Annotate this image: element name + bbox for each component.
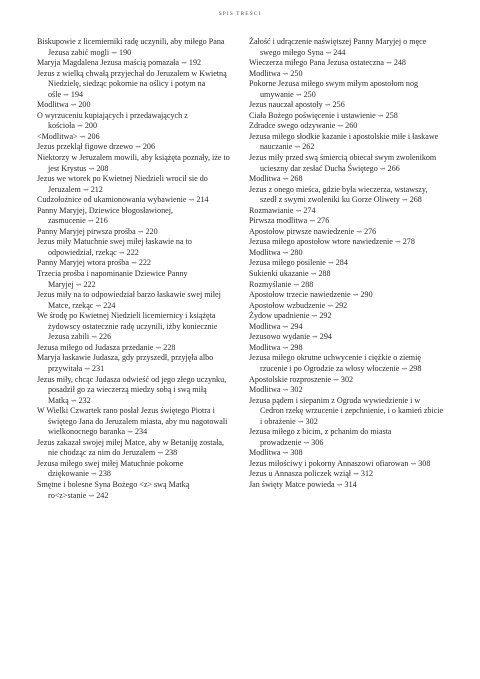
toc-entry-page: 276 bbox=[364, 226, 377, 236]
toc-entry bbox=[37, 269, 233, 290]
toc-entry bbox=[249, 311, 445, 322]
leader-arrow-icon: ⇝ bbox=[333, 375, 339, 384]
leader-arrow-icon: ⇝ bbox=[282, 386, 289, 395]
leader-arrow-icon: ⇝ bbox=[87, 217, 94, 226]
toc-entry-page: 290 bbox=[360, 290, 373, 300]
toc-entry-page: 302 bbox=[290, 385, 303, 395]
toc-entry-title: Ciała Bożego poświęcenie i ustawienie bbox=[249, 110, 376, 120]
toc-entry-page: 288 bbox=[301, 279, 314, 289]
toc-entry-title: Maryja Magdalena Jezusa maścią pomazała bbox=[37, 58, 180, 68]
toc-entry bbox=[37, 206, 233, 227]
leader-arrow-icon: ⇝ bbox=[293, 280, 300, 289]
toc-entry-title: <Modlitwa> bbox=[37, 131, 78, 141]
leader-arrow-icon: ⇝ bbox=[401, 196, 408, 205]
toc-entry bbox=[249, 480, 445, 491]
toc-entry bbox=[37, 227, 233, 238]
toc-entry bbox=[37, 58, 233, 69]
leader-arrow-icon: ⇝ bbox=[311, 312, 318, 321]
toc-entry-page: 288 bbox=[318, 269, 331, 279]
toc-entry bbox=[249, 343, 445, 354]
leader-arrow-icon: ⇝ bbox=[385, 59, 392, 68]
toc-entry-title: Biskupowie z licemiernikí radę uczynili, aby miłego Pana Jezusa zabić mogli bbox=[37, 37, 225, 57]
leader-arrow-icon: ⇝ bbox=[327, 259, 334, 268]
toc-entry-title: Jezusa miłego słodkie kazanie i apostolskie miłe i łaskawe nauczanie bbox=[249, 131, 439, 152]
toc-entry bbox=[37, 438, 233, 459]
toc-entry-page: 256 bbox=[332, 100, 345, 110]
toc-entry bbox=[249, 100, 445, 111]
leader-arrow-icon: ⇝ bbox=[336, 480, 343, 489]
toc-entry-title: Modlitwa bbox=[249, 321, 281, 331]
toc-entry-title: Panny Maryjej, Dziewice błogosławionej, zasmucenie bbox=[37, 205, 173, 226]
toc-entry-title: Jezusa miłego okrutne uchwycenie i ciężkie o ziemię rzucenie i po Ogrodzie za włosy włoczenie bbox=[249, 353, 421, 373]
toc-entry-title: Zdradce swego odzywanie bbox=[249, 121, 336, 131]
toc-entry-title: Apostołow wzbudzenie bbox=[249, 300, 326, 310]
toc-entry bbox=[37, 343, 233, 354]
toc-entry bbox=[249, 132, 445, 153]
toc-entry bbox=[37, 375, 233, 407]
toc-entry bbox=[249, 216, 445, 227]
toc-entry-page: 284 bbox=[335, 258, 348, 268]
toc-entry bbox=[249, 69, 445, 80]
toc-entry bbox=[249, 185, 445, 206]
toc-entry-title: Jezus nauczał apostoły bbox=[249, 100, 323, 110]
toc-entry-page: 222 bbox=[126, 247, 139, 257]
toc-entry bbox=[249, 322, 445, 333]
leader-arrow-icon: ⇝ bbox=[394, 238, 401, 247]
toc-entry-page: 238 bbox=[98, 469, 111, 479]
leader-arrow-icon: ⇝ bbox=[181, 59, 187, 68]
toc-entry bbox=[37, 459, 233, 480]
toc-entry-page: 312 bbox=[360, 469, 374, 479]
toc-entry-title: Apostolskie rozproszenie bbox=[249, 374, 332, 384]
toc-entry bbox=[249, 258, 445, 269]
toc-entry bbox=[249, 375, 445, 386]
leader-arrow-icon: ⇝ bbox=[310, 270, 317, 279]
toc-entry bbox=[249, 301, 445, 312]
toc-entry-title: Jezus przeklął figowe drzewo bbox=[37, 142, 133, 152]
leader-arrow-icon: ⇝ bbox=[134, 143, 141, 152]
toc-entry bbox=[249, 248, 445, 259]
toc-entry-page: 298 bbox=[290, 342, 303, 352]
toc-entry-title: Jezus z onego mieśca, gdzie była wieczerza, wstawszy, szedł z swymi zwoleniki ku Gorze Oliwety bbox=[249, 184, 428, 205]
toc-entry-page: 294 bbox=[319, 332, 332, 342]
toc-entry-title: Modlitwa bbox=[249, 342, 281, 352]
toc-entry-page: 190 bbox=[119, 47, 132, 57]
toc-entry bbox=[249, 206, 445, 217]
leader-arrow-icon: ⇝ bbox=[282, 248, 289, 257]
toc-entry-page: 242 bbox=[96, 490, 109, 500]
toc-entry bbox=[37, 153, 233, 174]
leader-arrow-icon: ⇝ bbox=[311, 333, 318, 342]
leader-arrow-icon: ⇝ bbox=[379, 164, 386, 173]
toc-entry bbox=[37, 290, 233, 311]
toc-entry-title: O wyrzuceniu kupiających i przedawających z kościoła bbox=[37, 110, 188, 131]
toc-entry-page: 306 bbox=[311, 437, 324, 447]
toc-entry-title: We środę po Kwietnej Niedzieli licemiernicy i książęta żydowscy ostatecznie radę uczynili, iżby koniecznie Jezusa zabili bbox=[37, 311, 218, 342]
toc-entry bbox=[249, 58, 445, 69]
toc-entry-page: 224 bbox=[103, 300, 116, 310]
toc-entry-title: Jezusa miłego apostołow wtore nawiedzenie bbox=[249, 237, 393, 247]
toc-entry-page: 238 bbox=[165, 448, 178, 458]
toc-entry bbox=[249, 269, 445, 280]
leader-arrow-icon: ⇝ bbox=[130, 259, 137, 268]
toc-entry-title: W Wielki Czwartek rano posłał Jezus świętego Piotra i świętego Jana do Jeruzalem miasta, aby mu nagotowali wielkonocnego baranka bbox=[37, 406, 228, 437]
toc-entry-title: Panny Maryjej pirwsza prośba bbox=[37, 226, 136, 236]
toc-entry-page: 212 bbox=[90, 184, 103, 194]
toc-entry bbox=[37, 480, 233, 501]
toc-entry-page: 302 bbox=[305, 416, 318, 426]
toc-entry-title: Jezus we wtorek po Kwietnej Niedzieli wrocił sie do Jeruzalem bbox=[37, 174, 208, 194]
toc-entry-title: Jezusa miłego swej miłej Matuchnie pokorne dziękowanie bbox=[37, 458, 184, 479]
toc-entry-page: 308 bbox=[418, 458, 431, 468]
toc-entry bbox=[37, 111, 233, 132]
toc-entry-title: Apostołow trzecie nawiedzenie bbox=[249, 290, 351, 300]
toc-entry-page: 276 bbox=[317, 216, 330, 226]
toc-entry-page: 314 bbox=[344, 479, 357, 489]
leader-arrow-icon: ⇝ bbox=[337, 122, 344, 131]
toc-entry-title: Wieczerza miłego Pana Jezusa ostateczna bbox=[249, 58, 384, 68]
toc-entry-title: Pokorne Jezusa miłego swym miłym apostołom nog umywanie bbox=[249, 79, 419, 99]
toc-entry-page: 234 bbox=[134, 427, 148, 437]
toc-entry bbox=[249, 153, 445, 174]
leader-arrow-icon: ⇝ bbox=[188, 196, 195, 205]
toc-entry bbox=[37, 69, 233, 101]
leader-arrow-icon: ⇝ bbox=[84, 364, 91, 373]
toc-entry bbox=[249, 459, 445, 470]
leader-arrow-icon: ⇝ bbox=[70, 101, 77, 110]
toc-entry-title: Apostołow pirwsze nawiedzenie bbox=[249, 226, 355, 236]
toc-entry bbox=[37, 37, 233, 58]
toc-entry-page: 274 bbox=[303, 205, 316, 215]
toc-entry bbox=[249, 227, 445, 238]
toc-entry-page: 232 bbox=[78, 395, 91, 405]
leader-arrow-icon: ⇝ bbox=[118, 248, 125, 257]
leader-arrow-icon: ⇝ bbox=[75, 280, 82, 289]
toc-entry-title: Żałość i udrączenie naświętszej Panny Maryjej o męce swego miłego Syna bbox=[249, 37, 427, 57]
toc-entry-title: Smętne i bolesne Syna Bożego <z> swą Matką ro<z>stanie bbox=[37, 479, 190, 500]
leader-arrow-icon: ⇝ bbox=[282, 343, 289, 352]
toc-entry-title: Jezus miły na to odpowiedział barzo łaskawie swej miłej Matce, rzekąc bbox=[37, 290, 221, 310]
toc-entry-page: 268 bbox=[409, 195, 422, 205]
toc-entry-title: Jezus miły, chcąc Judasza odwieść od jego złego uczynku, posadził go za wieczerzą miedzy sobą i swą miłą Matką bbox=[37, 374, 227, 405]
toc-entry-page: 222 bbox=[138, 258, 151, 268]
leader-arrow-icon: ⇝ bbox=[82, 185, 89, 194]
toc-entry-page: 248 bbox=[393, 58, 406, 68]
toc-entry bbox=[37, 132, 233, 143]
toc-entry-title: Jan święty Matce powieda bbox=[249, 479, 335, 489]
toc-entry-title: Żydow upadnienie bbox=[249, 311, 310, 321]
toc-column-right bbox=[249, 37, 445, 491]
leader-arrow-icon: ⇝ bbox=[95, 301, 102, 310]
leader-arrow-icon: ⇝ bbox=[295, 206, 302, 215]
toc-entry-title: Modlitwa bbox=[249, 68, 281, 78]
toc-entry bbox=[249, 37, 445, 58]
toc-entry-page: 200 bbox=[84, 121, 97, 131]
toc-entry-title: Panny Maryjej wtora prośba bbox=[37, 258, 129, 268]
toc-entry-title: Rozmyślanie bbox=[249, 279, 292, 289]
toc-entry-page: 216 bbox=[95, 216, 108, 226]
toc-entry-page: 214 bbox=[196, 195, 209, 205]
toc-entry-title: Jezusa miłego od Judasza przedanie bbox=[37, 342, 154, 352]
leader-arrow-icon: ⇝ bbox=[282, 322, 289, 331]
toc-entry bbox=[37, 353, 233, 374]
toc-entry-page: 280 bbox=[290, 247, 303, 257]
toc-entry-page: 292 bbox=[335, 300, 348, 310]
toc-entry bbox=[249, 290, 445, 301]
toc-entry-title: Rozmawianie bbox=[249, 205, 294, 215]
toc-entry-page: 192 bbox=[188, 58, 202, 68]
leader-arrow-icon: ⇝ bbox=[303, 438, 310, 447]
toc-entry-page: 250 bbox=[303, 89, 316, 99]
leader-arrow-icon: ⇝ bbox=[401, 364, 408, 373]
leader-arrow-icon: ⇝ bbox=[356, 227, 363, 236]
toc-entry-page: 262 bbox=[302, 142, 315, 152]
toc-entry-title: Jezus miły przed swą śmiercią obiecał swym zwolenikom ucieszny dar zesłać Ducha Świętego bbox=[249, 153, 437, 173]
toc-entry bbox=[249, 280, 445, 291]
toc-entry bbox=[249, 237, 445, 248]
leader-arrow-icon: ⇝ bbox=[91, 333, 97, 342]
toc-entry-page: 308 bbox=[290, 448, 303, 458]
leader-arrow-icon: ⇝ bbox=[324, 101, 331, 110]
toc-entry-page: 302 bbox=[340, 374, 354, 384]
toc-entry-page: 200 bbox=[78, 100, 91, 110]
leader-arrow-icon: ⇝ bbox=[63, 90, 69, 99]
toc-entry bbox=[249, 385, 445, 396]
toc-entry bbox=[249, 121, 445, 132]
toc-entry-title: Jezusowo wydanie bbox=[249, 332, 310, 342]
toc-entry-title: Jezus u Annasza policzek wziął bbox=[249, 469, 352, 479]
toc-entry bbox=[37, 237, 233, 258]
toc-entry bbox=[249, 448, 445, 459]
toc-entry bbox=[249, 396, 445, 428]
toc-entry bbox=[249, 332, 445, 343]
toc-entry bbox=[37, 142, 233, 153]
leader-arrow-icon: ⇝ bbox=[79, 132, 86, 141]
toc-entry-page: 222 bbox=[83, 279, 96, 289]
toc-entry bbox=[37, 258, 233, 269]
toc-entry-page: 266 bbox=[387, 163, 400, 173]
toc-entry-page: 231 bbox=[92, 363, 105, 373]
toc-entry-title: Jezus miłościwy i pokorny Annaszowi ofiarowan bbox=[249, 458, 409, 468]
leader-arrow-icon: ⇝ bbox=[111, 48, 118, 57]
leader-arrow-icon: ⇝ bbox=[155, 343, 162, 352]
toc-entry-title: Cudzołożnice od ukamionowania wybawienie bbox=[37, 195, 187, 205]
leader-arrow-icon: ⇝ bbox=[88, 491, 95, 500]
running-header: SPIS TREŚCI bbox=[218, 11, 262, 17]
toc-entry-title: Jezusa miłego z bicim, z pchanim do miasta prowadzenie bbox=[249, 427, 392, 447]
leader-arrow-icon: ⇝ bbox=[282, 69, 289, 78]
toc-entry-title: Jezus zakazał swojej miłej Matce, aby w Betaniję została, nie chodząc za nim do Jeruzalem bbox=[37, 437, 224, 458]
toc-entry-title: Modlitwa bbox=[249, 174, 281, 184]
toc-entry-page: 228 bbox=[163, 342, 176, 352]
leader-arrow-icon: ⇝ bbox=[76, 122, 83, 131]
leader-arrow-icon: ⇝ bbox=[297, 417, 304, 426]
leader-arrow-icon: ⇝ bbox=[127, 428, 133, 437]
toc-entry bbox=[249, 469, 445, 480]
toc-entry bbox=[37, 100, 233, 111]
toc-entry-page: 206 bbox=[87, 131, 100, 141]
leader-arrow-icon: ⇝ bbox=[377, 111, 384, 120]
leader-arrow-icon: ⇝ bbox=[295, 90, 302, 99]
leader-arrow-icon: ⇝ bbox=[282, 449, 289, 458]
toc-entry-title: Trzecia prośba i napominanie Dziewice Panny Maryjej bbox=[37, 269, 188, 289]
toc-entry-title: Niektorzy w Jeruzalem mowili, aby książęta poznały, iże to jest Krystus bbox=[37, 153, 230, 173]
toc-entry-page: 268 bbox=[290, 174, 303, 184]
toc-entry-title: Jezus z wielką chwałą przyjechał do Jeruzalem w Kwietną Niedzielę, siedząc pokornie na oślicy i potym na ośle bbox=[37, 68, 227, 99]
toc-entry-page: 278 bbox=[402, 237, 415, 247]
leader-arrow-icon: ⇝ bbox=[327, 301, 334, 310]
toc-entry bbox=[37, 406, 233, 438]
leader-arrow-icon: ⇝ bbox=[70, 396, 77, 405]
toc-entry-page: 260 bbox=[345, 121, 358, 131]
toc-entry-page: 250 bbox=[290, 68, 303, 78]
toc-entry bbox=[37, 195, 233, 206]
leader-arrow-icon: ⇝ bbox=[282, 175, 289, 184]
toc-entry bbox=[37, 174, 233, 195]
toc-entry-title: Modlitwa bbox=[37, 100, 69, 110]
toc-entry-page: 298 bbox=[409, 363, 422, 373]
leader-arrow-icon: ⇝ bbox=[88, 164, 95, 173]
toc-entry bbox=[249, 79, 445, 100]
toc-column-left bbox=[37, 37, 233, 501]
toc-entry-page: 258 bbox=[385, 110, 398, 120]
leader-arrow-icon: ⇝ bbox=[90, 470, 97, 479]
leader-arrow-icon: ⇝ bbox=[410, 459, 417, 468]
leader-arrow-icon: ⇝ bbox=[325, 48, 332, 57]
leader-arrow-icon: ⇝ bbox=[353, 470, 359, 479]
leader-arrow-icon: ⇝ bbox=[157, 449, 164, 458]
toc-entry bbox=[249, 111, 445, 122]
toc-entry-title: Pirwsza modlitwa bbox=[249, 216, 308, 226]
toc-entry-title: Sukienki ukazanie bbox=[249, 269, 309, 279]
leader-arrow-icon: ⇝ bbox=[309, 217, 316, 226]
toc-entry-title: Maryja łaskawie Judasza, gdy przyszedł, przyjęła albo przywitała bbox=[37, 353, 214, 373]
toc-entry bbox=[249, 353, 445, 374]
toc-entry-page: 292 bbox=[319, 311, 332, 321]
toc-entry-page: 226 bbox=[99, 332, 112, 342]
toc-entry-title: Jezus miły Matuchnie swej miłej łaskawie na to odpowiedział, rzekąc bbox=[37, 237, 192, 257]
toc-entry-page: 206 bbox=[142, 142, 155, 152]
toc-entry-title: Modlitwa bbox=[249, 448, 281, 458]
toc-entry bbox=[249, 174, 445, 185]
toc-entry-title: Modlitwa bbox=[249, 247, 281, 257]
toc-entry-page: 194 bbox=[70, 89, 84, 99]
toc-entry-page: 220 bbox=[145, 226, 158, 236]
leader-arrow-icon: ⇝ bbox=[137, 227, 144, 236]
toc-entry-title: Modlitwa bbox=[249, 385, 281, 395]
leader-arrow-icon: ⇝ bbox=[294, 143, 301, 152]
toc-entry bbox=[249, 427, 445, 448]
leader-arrow-icon: ⇝ bbox=[352, 291, 359, 300]
toc-entry-title: Jezusa pądem i siepanim z Ogroda wywiedzienie i w Cedron rzekę wrzucenie i zepchnienie, i o kamień zbicie i obrażenie bbox=[249, 395, 444, 426]
toc-entry-page: 244 bbox=[333, 47, 346, 57]
toc-entry-page: 208 bbox=[96, 163, 109, 173]
toc-entry-page: 294 bbox=[290, 321, 303, 331]
toc-entry-title: Jezusa miłego posilenie bbox=[249, 258, 326, 268]
toc-entry bbox=[37, 311, 233, 343]
